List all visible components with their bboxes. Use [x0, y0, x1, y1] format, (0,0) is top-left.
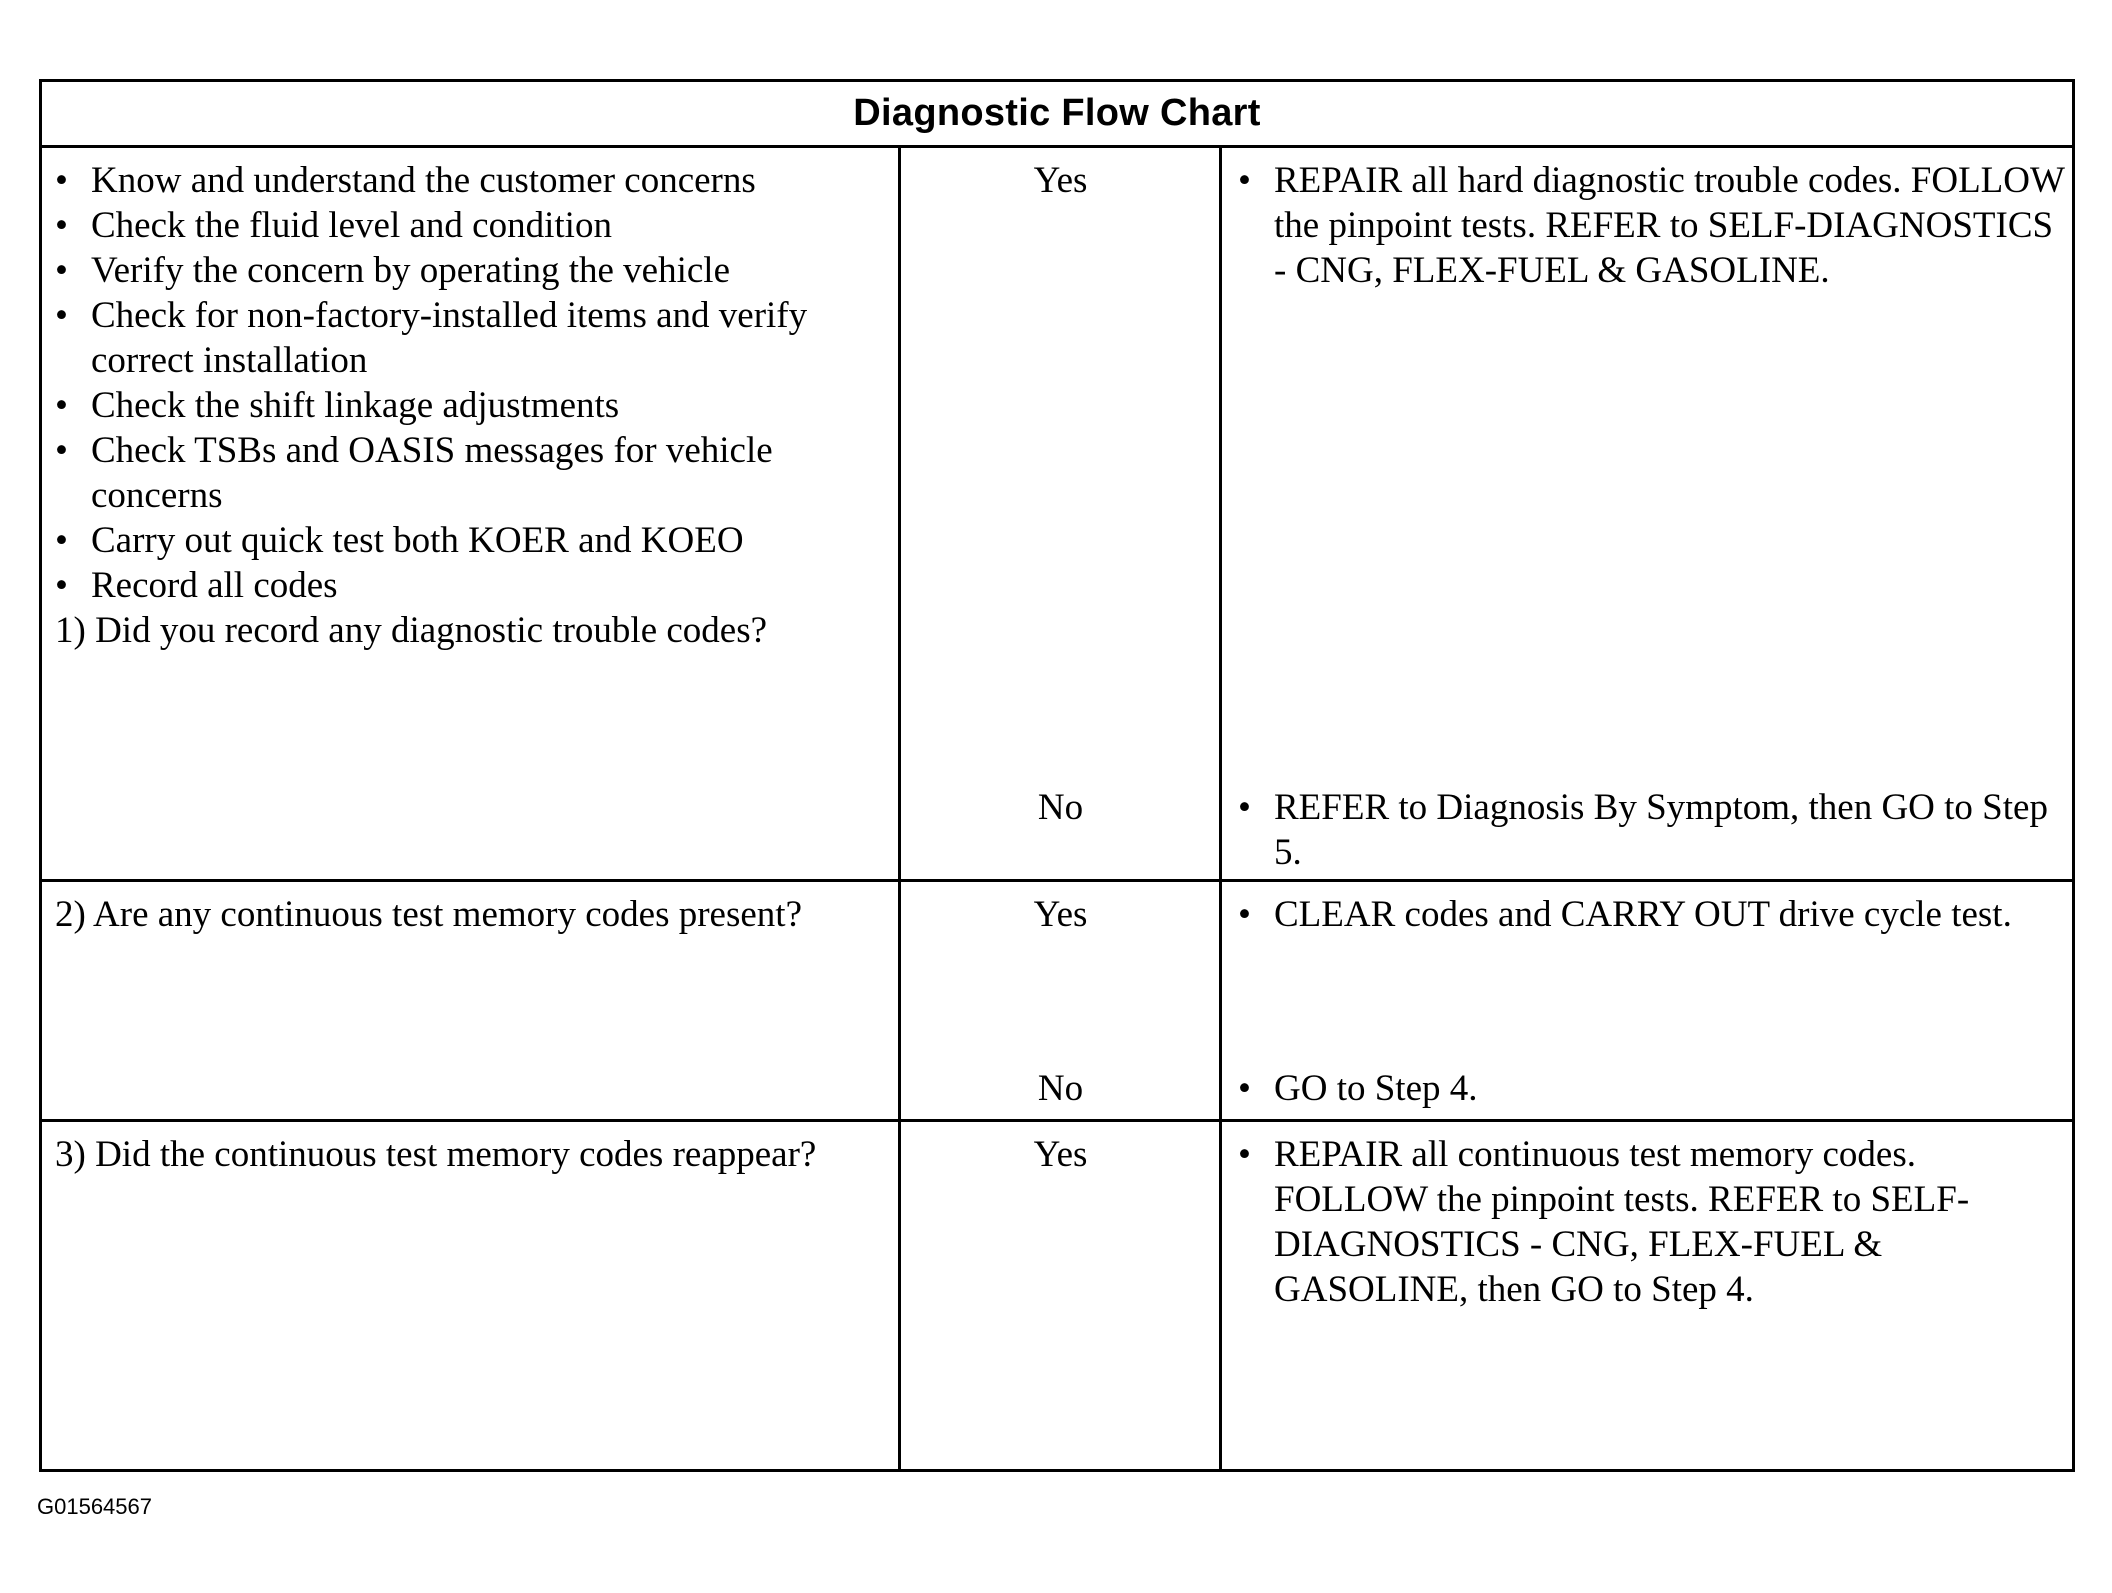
step-1-condition-cell — [55, 158, 891, 653]
step-1-yes-action — [1238, 158, 2068, 293]
step-2-no-label: No — [1037, 1068, 1084, 1109]
step-1-no-label: No — [1037, 787, 1084, 828]
step-1-checklist — [55, 158, 891, 608]
step-3-yes-label: Yes — [1033, 1134, 1088, 1175]
action-text: • REPAIR all hard diagnostic trouble codes. FOLLOW the pinpoint tests. REFER to SELF-DIAGNOSTICS - CNG, FLEX-FUEL & GASOLINE. — [1238, 158, 2068, 293]
checklist-item: • Check TSBs and OASIS messages for vehicle concerns — [55, 428, 891, 518]
figure-id: G01564567 — [37, 1494, 152, 1519]
table-title: Diagnostic Flow Chart — [853, 92, 1261, 134]
step-2-yes-action — [1238, 892, 2068, 937]
action-text: • GO to Step 4. — [1238, 1066, 2068, 1111]
step-2-no-action — [1238, 1066, 2068, 1111]
step-3-question: 3) Did the continuous test memory codes reappear? — [55, 1134, 817, 1175]
action-text: • REPAIR all continuous test memory codes. FOLLOW the pinpoint tests. REFER to SELF-DIAGNOSTICS - CNG, FLEX-FUEL & GASOLINE, then GO to Step 4. — [1238, 1132, 2068, 1312]
step-2-question: 2) Are any continuous test memory codes present? — [55, 894, 802, 935]
checklist-item: • Record all codes — [55, 563, 891, 608]
action-text: • REFER to Diagnosis By Symptom, then GO to Step 5. — [1238, 785, 2068, 875]
checklist-item: • Verify the concern by operating the vehicle — [55, 248, 891, 293]
step-1-yes-label: Yes — [1033, 160, 1088, 201]
step-1-no-action — [1238, 785, 2068, 875]
table-header-row — [42, 82, 2072, 148]
step-1-question: 1) Did you record any diagnostic trouble codes? — [55, 610, 768, 651]
step-3-yes-action — [1238, 1132, 2068, 1312]
step-3-row — [42, 1122, 2072, 1469]
diagnostic-flow-chart-table — [39, 79, 2075, 1472]
checklist-item: • Check the fluid level and condition — [55, 203, 891, 248]
step-2-row — [42, 882, 2072, 1122]
step-1-row — [42, 148, 2072, 882]
checklist-item: • Check the shift linkage adjustments — [55, 383, 891, 428]
checklist-item: • Check for non-factory-installed items and verify correct installation — [55, 293, 891, 383]
action-text: • CLEAR codes and CARRY OUT drive cycle test. — [1238, 892, 2068, 937]
checklist-item: • Carry out quick test both KOER and KOEO — [55, 518, 891, 563]
step-2-yes-label: Yes — [1033, 894, 1088, 935]
checklist-item: • Know and understand the customer concerns — [55, 158, 891, 203]
